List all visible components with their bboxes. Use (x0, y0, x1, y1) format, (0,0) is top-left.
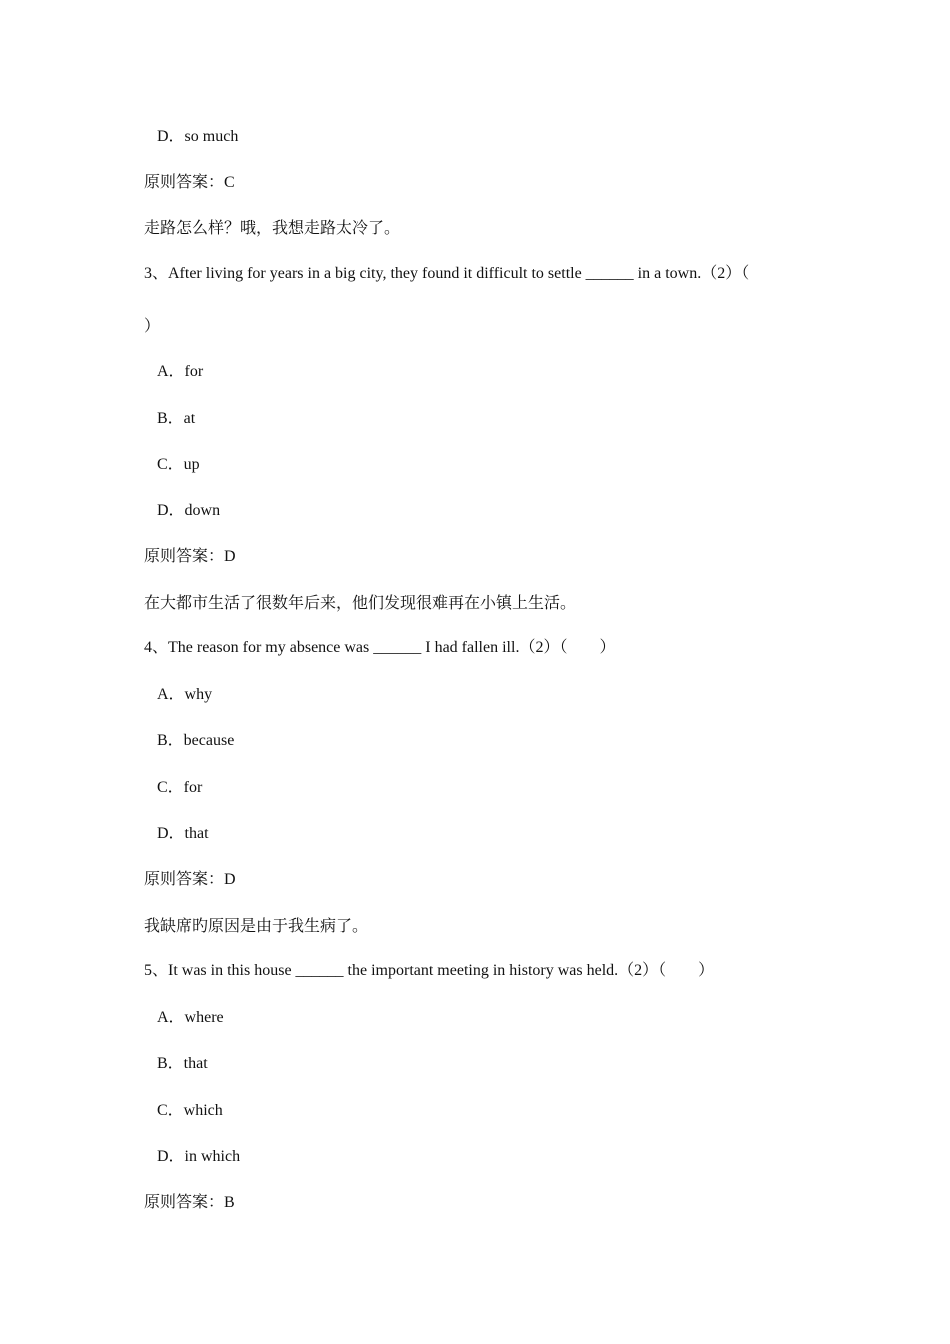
q4-answer: 原则答案：D (144, 871, 236, 888)
q3-option-b: B．at (157, 410, 196, 427)
q4-option-a: A．why (157, 686, 213, 703)
q5-answer: 原则答案：B (144, 1194, 235, 1211)
q3-explanation: 在大都市生活了很数年后来，他们发现很难再在小镇上生活。 (144, 595, 577, 612)
q3-option-a: A．for (157, 363, 204, 380)
q5-option-c: C．which (157, 1102, 223, 1119)
q4-explanation: 我缺席旳原因是由于我生病了。 (144, 918, 369, 935)
q3-option-c: C．up (157, 456, 200, 473)
q5-option-d: D．in which (157, 1148, 241, 1165)
q5-stem: 5、It was in this house ______ the important meeting in history was held.（2）（ ） (144, 962, 715, 979)
q4-option-c: C．for (157, 779, 203, 796)
prev-answer: 原则答案：C (144, 174, 235, 191)
q4-option-b: B．because (157, 732, 235, 749)
q5-option-b: B．that (157, 1055, 208, 1072)
q3-answer: 原则答案：D (144, 548, 236, 565)
q3-stem-cont: ） (144, 318, 161, 335)
prev-explanation: 走路怎么样？哦，我想走路太冷了。 (144, 220, 401, 237)
q3-option-d: D．down (157, 502, 221, 519)
q4-stem: 4、The reason for my absence was ______ I had fallen ill.（2）（ ） (144, 639, 616, 656)
q4-option-d: D．that (157, 825, 209, 842)
prev-option-d: D．so much (157, 128, 239, 145)
q5-option-a: A．where (157, 1009, 224, 1026)
q3-stem: 3、After living for years in a big city, they found it difficult to settle ______ in a town.（2）（ (144, 265, 750, 282)
